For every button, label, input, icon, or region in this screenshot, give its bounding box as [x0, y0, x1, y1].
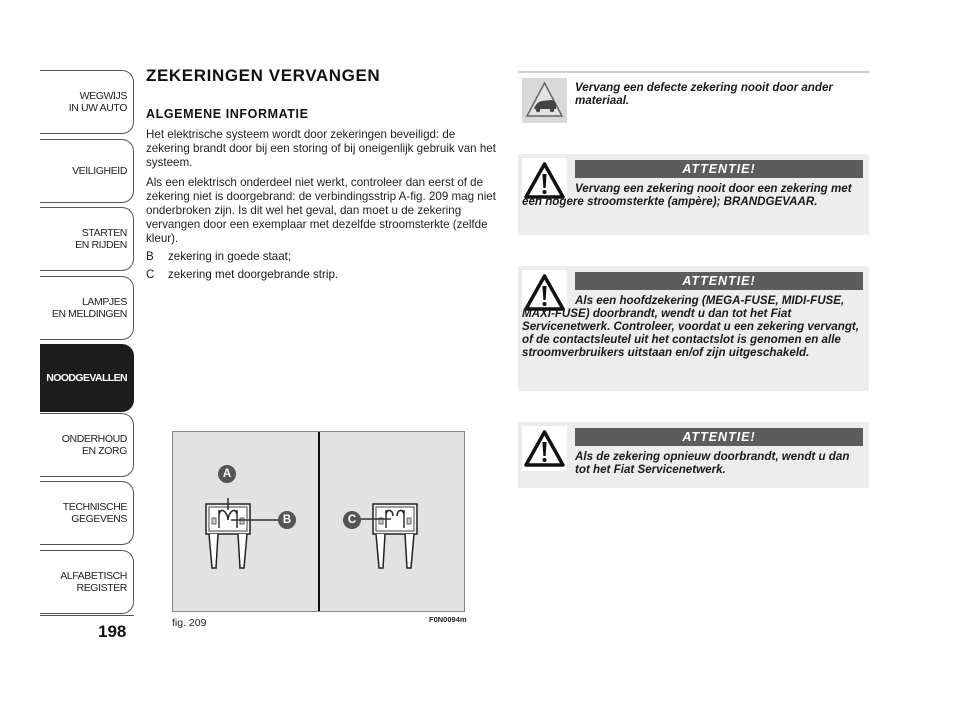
tab-label: LAMPJES EN MELDINGEN [51, 296, 127, 320]
fuse-blown-illustration [353, 498, 463, 574]
tab-onderhoud-en-zorg[interactable] [40, 413, 134, 477]
tab-noodgevallen[interactable] [40, 344, 134, 412]
tab-label: WEGWIJS IN UW AUTO [68, 90, 127, 114]
paragraph: Als een elektrisch onderdeel niet werkt, controleer dan eerst of de zekering niet is doorgebrand: de verbindingsstrip A-fig. 209 mag niet onderbroken zijn. Is dit wel het geval, dan moet u de zekering vervangen door een exemplaar met dezelfde stroomsterkte (zelfde kleur). [146, 176, 496, 245]
environment-note [518, 78, 869, 125]
tab-label: NOODGEVALLEN [46, 372, 127, 384]
attention-note [518, 266, 869, 391]
paragraph: Het elektrische systeem wordt door zekeringen beveiligd: de zekering brandt door bij een storing of bij oneigenlijk gebruik van het systeem. [146, 128, 496, 169]
legend-text: zekering in goede staat; [168, 250, 292, 263]
car-warning-icon [522, 78, 567, 123]
figure-divider [318, 432, 320, 611]
label-b: B [278, 511, 296, 529]
tab-lampjes-en-meldingen[interactable] [40, 276, 134, 340]
attention-note [518, 422, 869, 488]
tab-label: VEILIGHEID [72, 165, 127, 177]
figure-caption: fig. 209 [172, 617, 207, 629]
fuse-figure [172, 431, 465, 612]
tab-technische-gegevens[interactable] [40, 481, 134, 545]
page-number: 198 [98, 622, 127, 641]
legend-item [146, 268, 496, 282]
fuse-good-illustration [201, 498, 311, 574]
tab-alfabetisch-register[interactable] [40, 550, 134, 614]
label-c: C [343, 511, 361, 529]
note-text: Als de zekering opnieuw doorbrandt, wendt u dan tot het Fiat Servicenetwerk. [575, 450, 850, 476]
label-a: A [218, 465, 236, 483]
legend-key: B [146, 250, 154, 263]
legend-text: zekering met doorgebrande strip. [168, 268, 339, 281]
legend-key: C [146, 268, 155, 281]
tab-label: ONDERHOUD EN ZORG [61, 433, 127, 457]
tab-label: TECHNISCHE GEGEVENS [62, 501, 127, 525]
note-text: Vervang een defecte zekering nooit door ander materiaal. [575, 81, 833, 107]
note-text: Als een hoofdzekering (MEGA-FUSE, MIDI-FUSE, MAXI-FUSE) doorbrandt, wendt u dan tot het Fiat Servicenetwerk. Controleer, voordat u een zekering vervangt, of de contactsleutel uit het contactslot is genomen en alle stroomverbruikers uitstaan en/of zijn uitgeschakeld. [522, 294, 859, 359]
tab-starten-en-rijden[interactable] [40, 207, 134, 271]
tab-label: ALFABETISCH REGISTER [60, 570, 127, 594]
tabs-bottom-rule [40, 615, 134, 616]
tab-label: STARTEN EN RIJDEN [75, 227, 127, 251]
attention-note [518, 154, 869, 235]
tab-wegwijs[interactable] [40, 70, 134, 134]
warning-triangle-icon [522, 426, 567, 471]
tab-veiligheid[interactable] [40, 139, 134, 203]
page-title: ZEKERINGEN VERVANGEN [146, 66, 381, 85]
note-text: Vervang een zekering nooit door een zekering met een hogere stroomsterkte (ampère); BRANDGEVAAR. [522, 182, 852, 208]
main-text-column [146, 66, 496, 282]
section-title: ALGEMENE INFORMATIE [146, 107, 309, 121]
figure-code: F0N0094m [429, 615, 467, 624]
attention-heading: ATTENTIE! [575, 272, 863, 290]
column-top-rule [518, 71, 870, 73]
attention-heading: ATTENTIE! [575, 428, 863, 446]
attention-heading: ATTENTIE! [575, 160, 863, 178]
legend-item [146, 250, 496, 264]
